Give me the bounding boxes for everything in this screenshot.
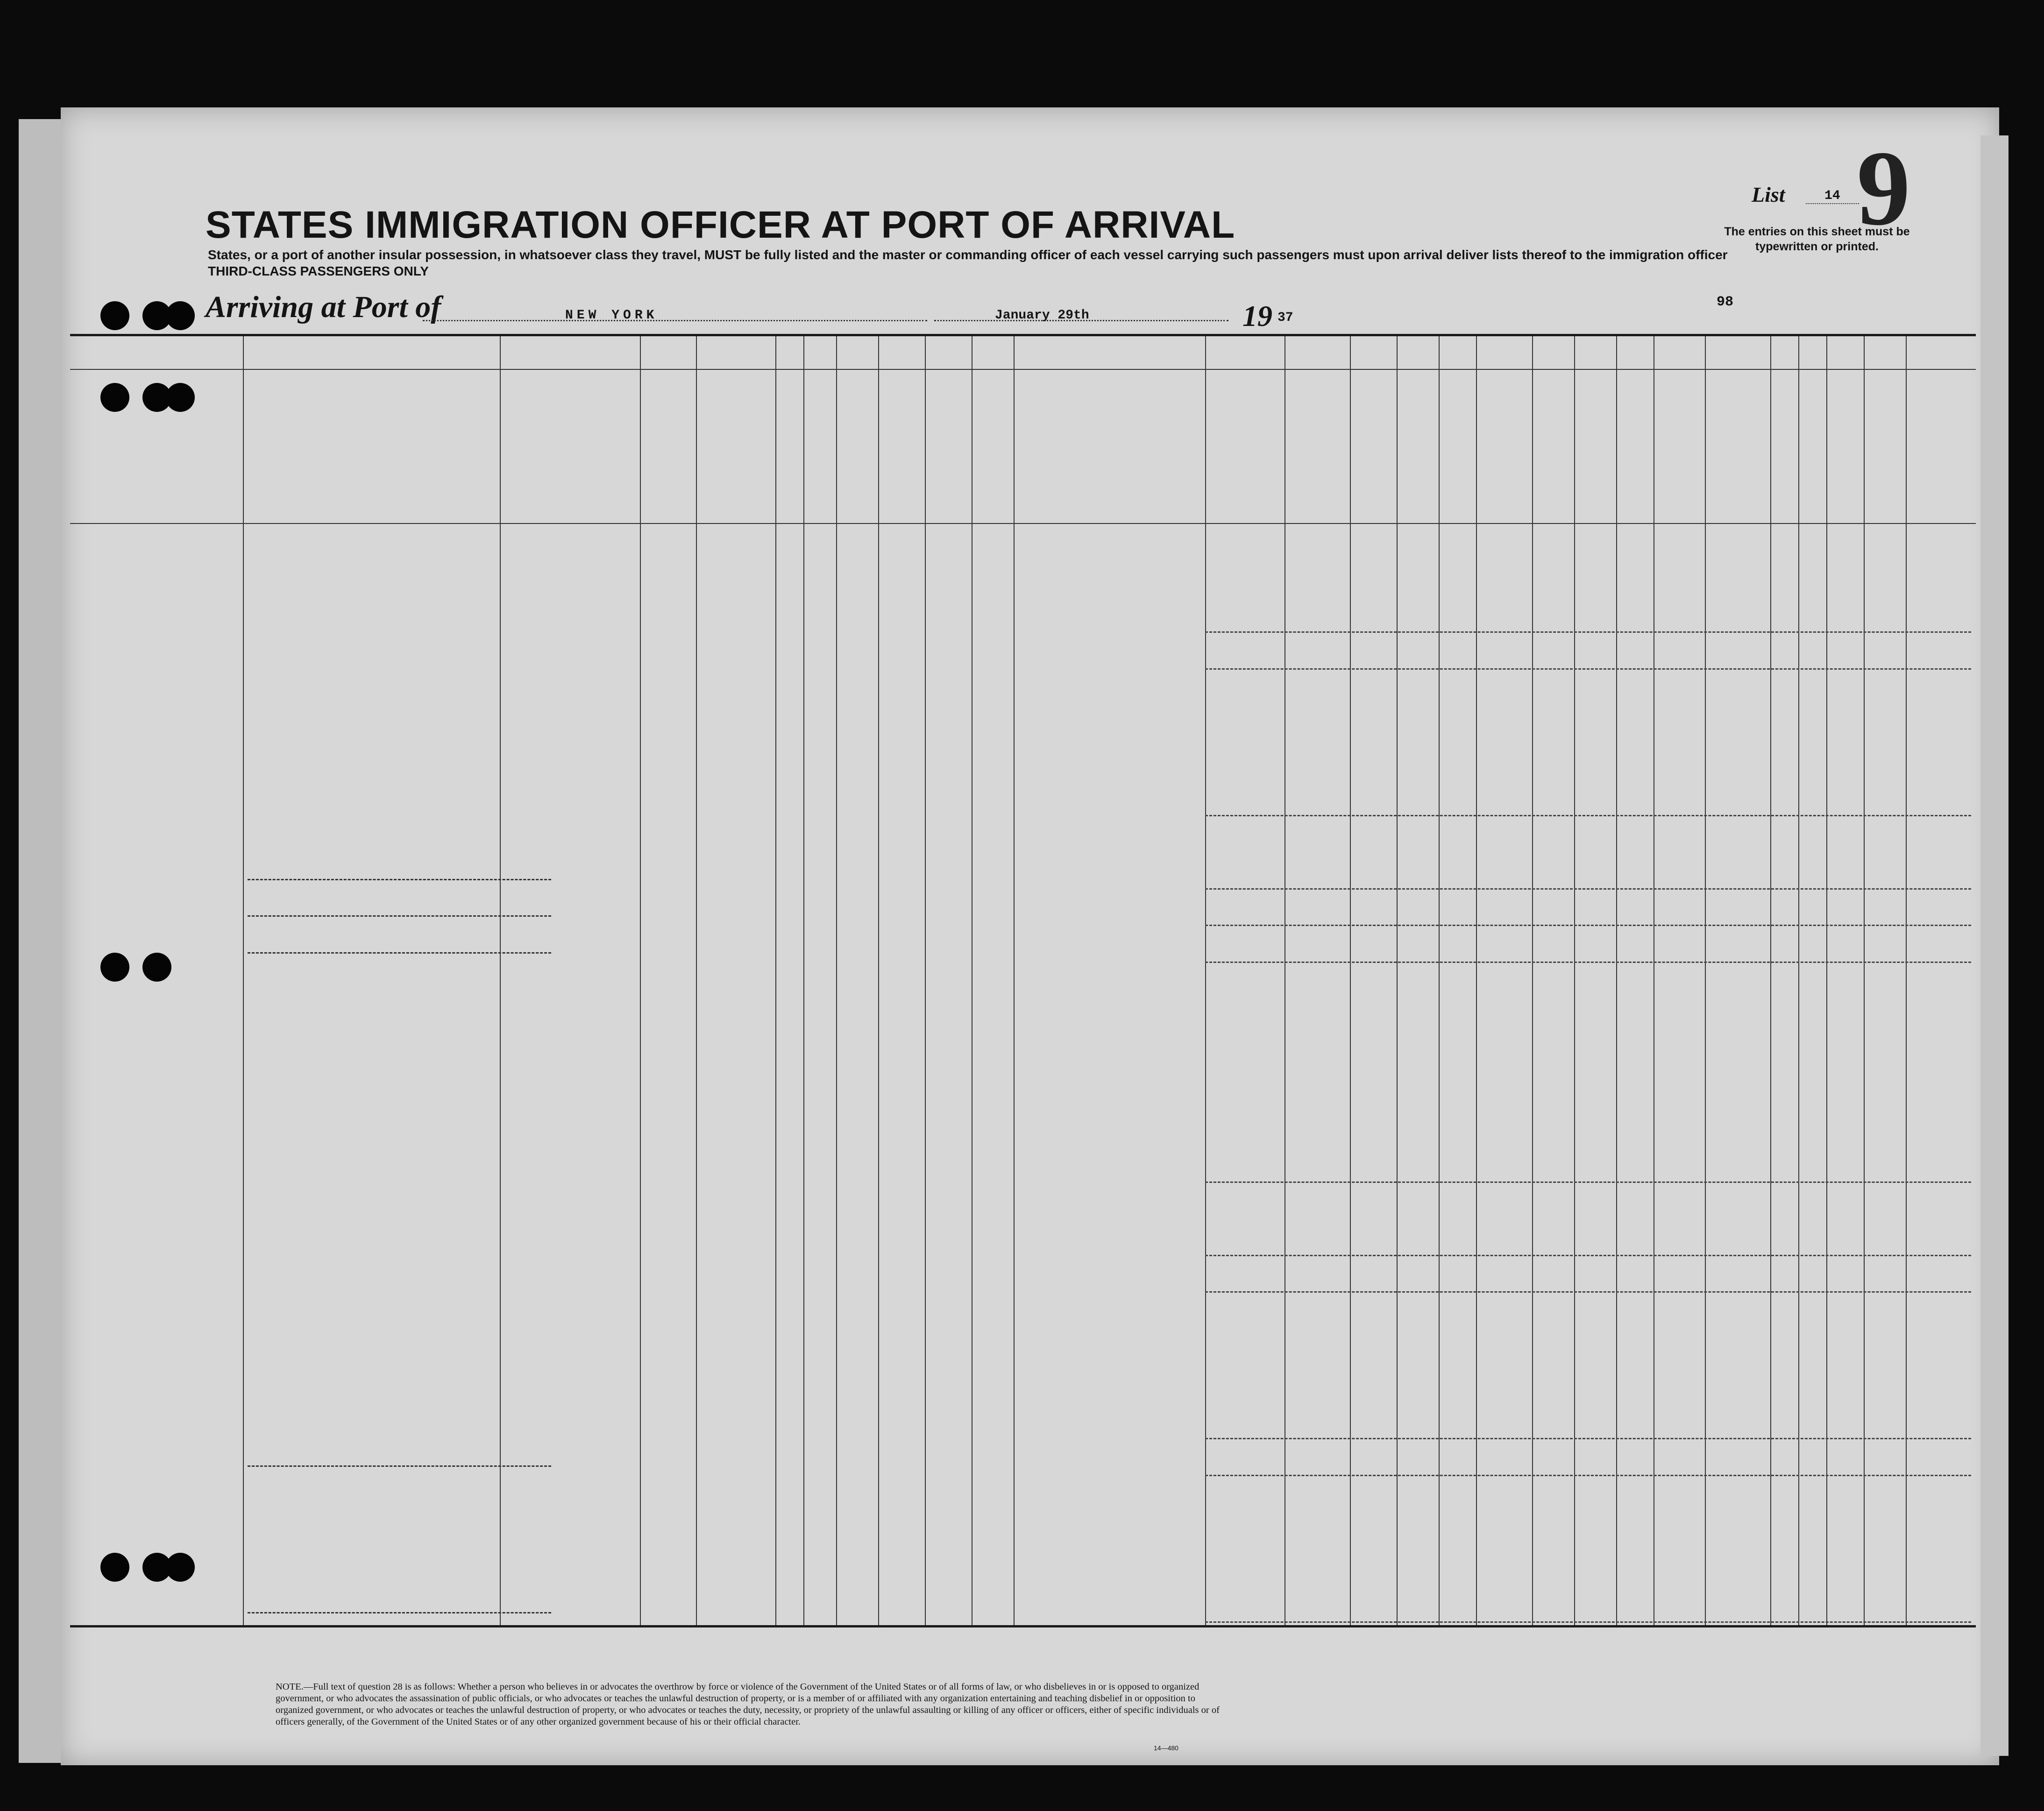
column-rule <box>775 336 776 1625</box>
column-rule <box>1532 336 1533 1625</box>
column-rule <box>1350 336 1351 1625</box>
blank-row-dash <box>1205 1475 1971 1476</box>
page-right-edge <box>1980 135 2009 1756</box>
column-rule <box>1864 336 1865 1625</box>
column-rule <box>1616 336 1617 1625</box>
footnote: NOTE.—Full text of question 28 is as follows: Whether a person who believes in or advocates the overthrow by force or violence of the Government of the United States or of all forms of law, or who disbelieves in or is opposed to organized government, or who advocates the assassination of public officials, or who advocates or teaches the unlawful destruction of property, or is a member of or affiliated with any organization entertaining and teaching disbelief in or opposition to organized government, or who advocates or teaches the unlawful destruction of property, or who advocates or teaches the duty, necessity, or propriety of the unlawful assaulting or killing of any officer or officers, either of specific individuals or of officers generally, of the Government of the United States or of any other organized government because of his or their official character. <box>276 1682 1220 1727</box>
blank-row-dash <box>248 1465 551 1467</box>
list-block <box>1752 182 1840 207</box>
column-rule <box>1798 336 1799 1625</box>
blank-row-dash <box>1205 668 1971 670</box>
column-rule <box>1476 336 1477 1625</box>
column-rule <box>243 336 244 1625</box>
page-title: STATES IMMIGRATION OFFICER AT PORT OF ARRIVAL <box>206 204 1235 246</box>
column-rule <box>696 336 697 1625</box>
blank-row-dash <box>248 952 551 954</box>
column-rule <box>836 336 837 1625</box>
column-rule <box>1205 336 1206 1625</box>
port-value: NEW YORK <box>565 308 658 323</box>
blank-row-dash <box>1205 1181 1971 1183</box>
year-prefix: 19 <box>1242 299 1272 332</box>
column-rule <box>1439 336 1440 1625</box>
binder-hole <box>100 301 129 330</box>
column-rule <box>803 336 804 1625</box>
arriving-label: Arriving at Port of <box>206 290 441 324</box>
blank-row-dash <box>1205 925 1971 926</box>
blank-row-dash <box>1205 1255 1971 1256</box>
header-rule <box>70 369 1976 370</box>
column-rule <box>1397 336 1398 1625</box>
column-rule <box>878 336 879 1625</box>
header-subtitle: States, or a port of another insular possession, in whatsoever class they travel, MUST be fully listed and the master or commanding officer of each vessel carrying such passengers must upon arrival deliver lists thereof to the immigration officer <box>208 248 1728 262</box>
sheet-code: 98 <box>1717 294 1734 310</box>
blank-row-dash <box>1205 631 1971 633</box>
column-rule <box>1574 336 1575 1625</box>
class-line: THIRD-CLASS PASSENGERS ONLY <box>208 264 429 278</box>
column-rule <box>1826 336 1827 1625</box>
column-rule <box>1014 336 1015 1625</box>
column-rule <box>640 336 641 1625</box>
column-rule <box>1705 336 1706 1625</box>
blank-row-dash <box>248 1612 551 1613</box>
blank-row-dash <box>1205 1621 1971 1623</box>
list-number: 14 <box>1806 189 1859 204</box>
entries-note: The entries on this sheet must be typewritten or printed. <box>1724 225 1910 253</box>
header-rule <box>70 523 1976 524</box>
list-label: List <box>1752 183 1785 206</box>
blank-row-dash <box>1205 815 1971 816</box>
port-line <box>423 320 927 321</box>
date-value: January 29th <box>995 308 1089 323</box>
column-rule <box>1906 336 1907 1625</box>
form-number: 14—480 <box>1154 1744 1178 1752</box>
column-rule <box>1770 336 1771 1625</box>
blank-row-dash <box>1205 888 1971 890</box>
binder-hole <box>166 301 195 330</box>
column-rule <box>925 336 926 1625</box>
blank-row-dash <box>248 879 551 880</box>
blank-row-dash <box>1205 1291 1971 1293</box>
passenger-table <box>70 334 1976 1627</box>
sheet-number: 9 <box>1857 128 1910 248</box>
year-suffix: 37 <box>1278 311 1293 325</box>
blank-row-dash <box>1205 1438 1971 1439</box>
column-rule <box>500 336 501 1625</box>
blank-row-dash <box>1205 962 1971 963</box>
blank-row-dash <box>248 915 551 917</box>
